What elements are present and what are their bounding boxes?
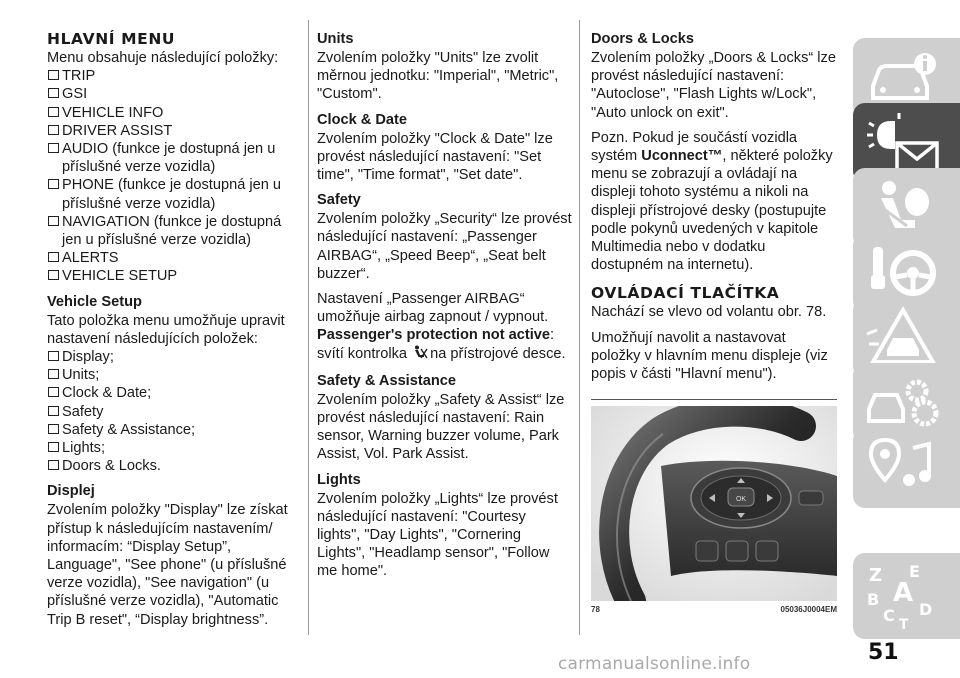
menu-item — [47, 67, 302, 85]
setup-item-label: Clock & Date; — [62, 385, 152, 402]
note-pre: Pozn. Pokud je součástí vozidla systém — [591, 129, 798, 165]
checkbox-square-icon — [48, 270, 59, 280]
uconnect-note — [591, 129, 837, 275]
airbag-colon: : — [550, 327, 555, 344]
checkbox-square-icon — [48, 216, 59, 226]
setup-items-list — [47, 348, 302, 475]
setup-item — [47, 403, 302, 421]
checkbox-square-icon — [48, 351, 59, 361]
car-service-gears-icon — [863, 369, 943, 437]
checkbox-square-icon — [48, 143, 59, 153]
units-text: Zvolením položky "Units" lze zvolit měrnou jednotku: "Imperial", "Metric", "Custom". — [317, 50, 559, 103]
checkbox-square-icon — [48, 442, 59, 452]
tab-index[interactable] — [853, 553, 960, 639]
airbag-status-bold: Passenger's protection not active — [317, 327, 550, 344]
controls-text-2: Umožňují navolit a nastavovat položky v hlavním menu displeje (viz popis v části "Hlavní menu"). — [591, 329, 828, 383]
tab-multimedia[interactable] — [853, 428, 960, 508]
setup-item-label: Doors & Locks. — [62, 458, 161, 475]
column-2 — [317, 30, 572, 581]
setup-item-label: Safety & Assistance; — [62, 421, 196, 438]
svg-text:D: D — [919, 600, 933, 619]
column-divider — [308, 20, 309, 635]
airbag-text: Nastavení „Passenger AIRBAG“ umožňuje airbag zapnout / vypnout. — [317, 291, 549, 326]
checkbox-square-icon — [48, 460, 59, 470]
checkbox-square-icon — [48, 252, 59, 262]
checkbox-square-icon — [48, 107, 59, 117]
setup-item — [47, 457, 302, 475]
doors-text: Zvolením položky „Doors & Locks“ lze provést následující nastavení: "Autoclose", "Flash Lights w/Lock", "Auto unlock on exit". — [591, 50, 836, 121]
setup-item — [47, 439, 302, 457]
car-crash-warning-icon — [863, 304, 943, 372]
checkbox-square-icon — [48, 88, 59, 98]
lights-text: Zvolením položky „Lights“ lze provést následující nastavení: "Courtesy lights", "Day Lights", "Cornering Lights", "Headlamp sensor", "Follow me home". — [317, 490, 558, 580]
setup-item-label: Display; — [62, 349, 114, 366]
clock-text: Zvolením položky "Clock & Date" lze provést následující nastavení: "Set time", "Time format", "Set date". — [317, 130, 553, 184]
airbag-off-warning-icon — [412, 345, 429, 365]
subheading-units: Units — [317, 31, 354, 47]
assist-text: Zvolením položky „Safety & Assist“ lze provést následující nastavení: Rain sensor, Warning buzzer volume, Park Assist, Vol. Park Assist. — [317, 391, 565, 463]
column-divider — [579, 20, 580, 635]
checkbox-square-icon — [48, 369, 59, 379]
menu-intro: Menu obsahuje následující položky: — [47, 50, 279, 66]
svg-text:Z: Z — [869, 565, 883, 586]
steering-wheel-controls-photo — [591, 406, 837, 601]
svg-text:A: A — [893, 578, 914, 608]
setup-item — [47, 348, 302, 366]
alphabet-index-icon — [863, 559, 943, 633]
checkbox-square-icon — [48, 125, 59, 135]
menu-item-label: GSI — [62, 86, 88, 103]
controls-text-1: Nachází se vlevo od volantu obr. 78. — [591, 304, 827, 321]
warning-light-envelope-icon — [863, 109, 943, 177]
display-text: Zvolením položky "Display" lze získat přístup k následujícím nastavením/ informacím: “Display Setup”, Language", "See phone" (u příslušné verze vozidla), "See navigation" (u příslušné verze vozidla), "Automatic Trip B reset", “Display brightness”. — [47, 502, 288, 628]
menu-item — [47, 249, 302, 267]
menu-item — [47, 122, 302, 140]
checkbox-square-icon — [48, 406, 59, 416]
menu-item — [47, 176, 302, 212]
setup-item-label: Lights; — [62, 440, 105, 457]
menu-item-label: DRIVER ASSIST — [62, 122, 173, 139]
menu-item — [47, 140, 302, 176]
figure-caption — [591, 605, 837, 615]
svg-text:E: E — [909, 562, 920, 581]
svg-text:C: C — [883, 606, 895, 625]
safety-text: Zvolením položky „Security“ lze provést následující nastavení: „Passenger AIRBAG“, „Speed Beep“, „Seat belt buzzer“. — [317, 211, 572, 282]
subheading-vehicle-setup: Vehicle Setup — [47, 293, 142, 310]
airbag-lamp-pre: svítí kontrolka — [317, 345, 408, 362]
key-steering-wheel-icon — [863, 239, 943, 307]
menu-item-label: ALERTS — [62, 250, 119, 267]
checkbox-square-icon — [48, 179, 59, 189]
checkbox-square-icon — [48, 424, 59, 434]
svg-text:B: B — [867, 590, 880, 609]
setup-item — [47, 384, 302, 402]
menu-item — [47, 104, 302, 122]
column-1 — [47, 30, 302, 629]
setup-item-label: Safety — [62, 403, 104, 420]
menu-item — [47, 213, 302, 249]
watermark: carmanualsonline.info — [558, 654, 751, 674]
ok-button-label: OK — [735, 496, 747, 504]
figure-code: 05036J0004EM — [780, 605, 837, 615]
airbag-lamp-post: na přístrojové desce. — [430, 345, 566, 362]
setup-item-label: Units; — [62, 367, 100, 384]
car-info-icon — [863, 44, 943, 112]
menu-items-list — [47, 67, 302, 285]
subheading-safety: Safety — [317, 192, 361, 209]
note-post: , některé položky menu se zobrazují a ovládají na displeji tohoto systému a nikoli na displeji přístrojové desky (postupujte podle pokynů uvedených v kapitole Multimedia nebo v dodatku dostupném na internetu). — [591, 148, 833, 274]
checkbox-square-icon — [48, 70, 59, 80]
airbag-status-paragraph — [317, 326, 572, 364]
menu-item-label: AUDIO (funkce je dostupná jen u příslušné verze vozidla) — [62, 141, 276, 176]
setup-item — [47, 366, 302, 384]
subheading-display: Displej — [47, 483, 95, 500]
menu-item-label: NAVIGATION (funkce je dostupná jen u příslušné verze vozidla) — [62, 213, 282, 249]
menu-item-label: VEHICLE INFO — [62, 104, 164, 121]
figure-number: 78 — [591, 605, 600, 615]
subheading-safety-assistance: Safety & Assistance — [317, 372, 456, 389]
menu-item-label: PHONE (funkce je dostupná jen u příslušné verze vozidla) — [62, 177, 282, 212]
note-bold-uconnect: Uconnect™ — [641, 148, 723, 165]
navigation-music-icon — [863, 434, 943, 502]
section-heading-controls: OVLÁDACÍ TLAČÍTKA — [591, 284, 780, 303]
menu-item-label: VEHICLE SETUP — [62, 268, 178, 285]
subheading-doors-locks: Doors & Locks — [591, 31, 694, 47]
menu-item — [47, 85, 302, 103]
column-3 — [591, 30, 837, 615]
subheading-lights: Lights — [317, 471, 361, 488]
menu-item — [47, 267, 302, 285]
checkbox-square-icon — [48, 387, 59, 397]
svg-text:T: T — [899, 617, 909, 633]
setup-item — [47, 421, 302, 439]
subheading-clock-date: Clock & Date — [317, 111, 408, 128]
figure-rule — [591, 399, 837, 400]
page-number: 51 — [868, 640, 899, 665]
menu-item-label: TRIP — [62, 68, 96, 85]
vehicle-setup-text: Tato položka menu umožňuje upravit nastavení následujících položek: — [47, 312, 285, 347]
airbag-seat-icon — [863, 174, 943, 242]
section-heading-main-menu: HLAVNÍ MENU — [47, 30, 176, 48]
